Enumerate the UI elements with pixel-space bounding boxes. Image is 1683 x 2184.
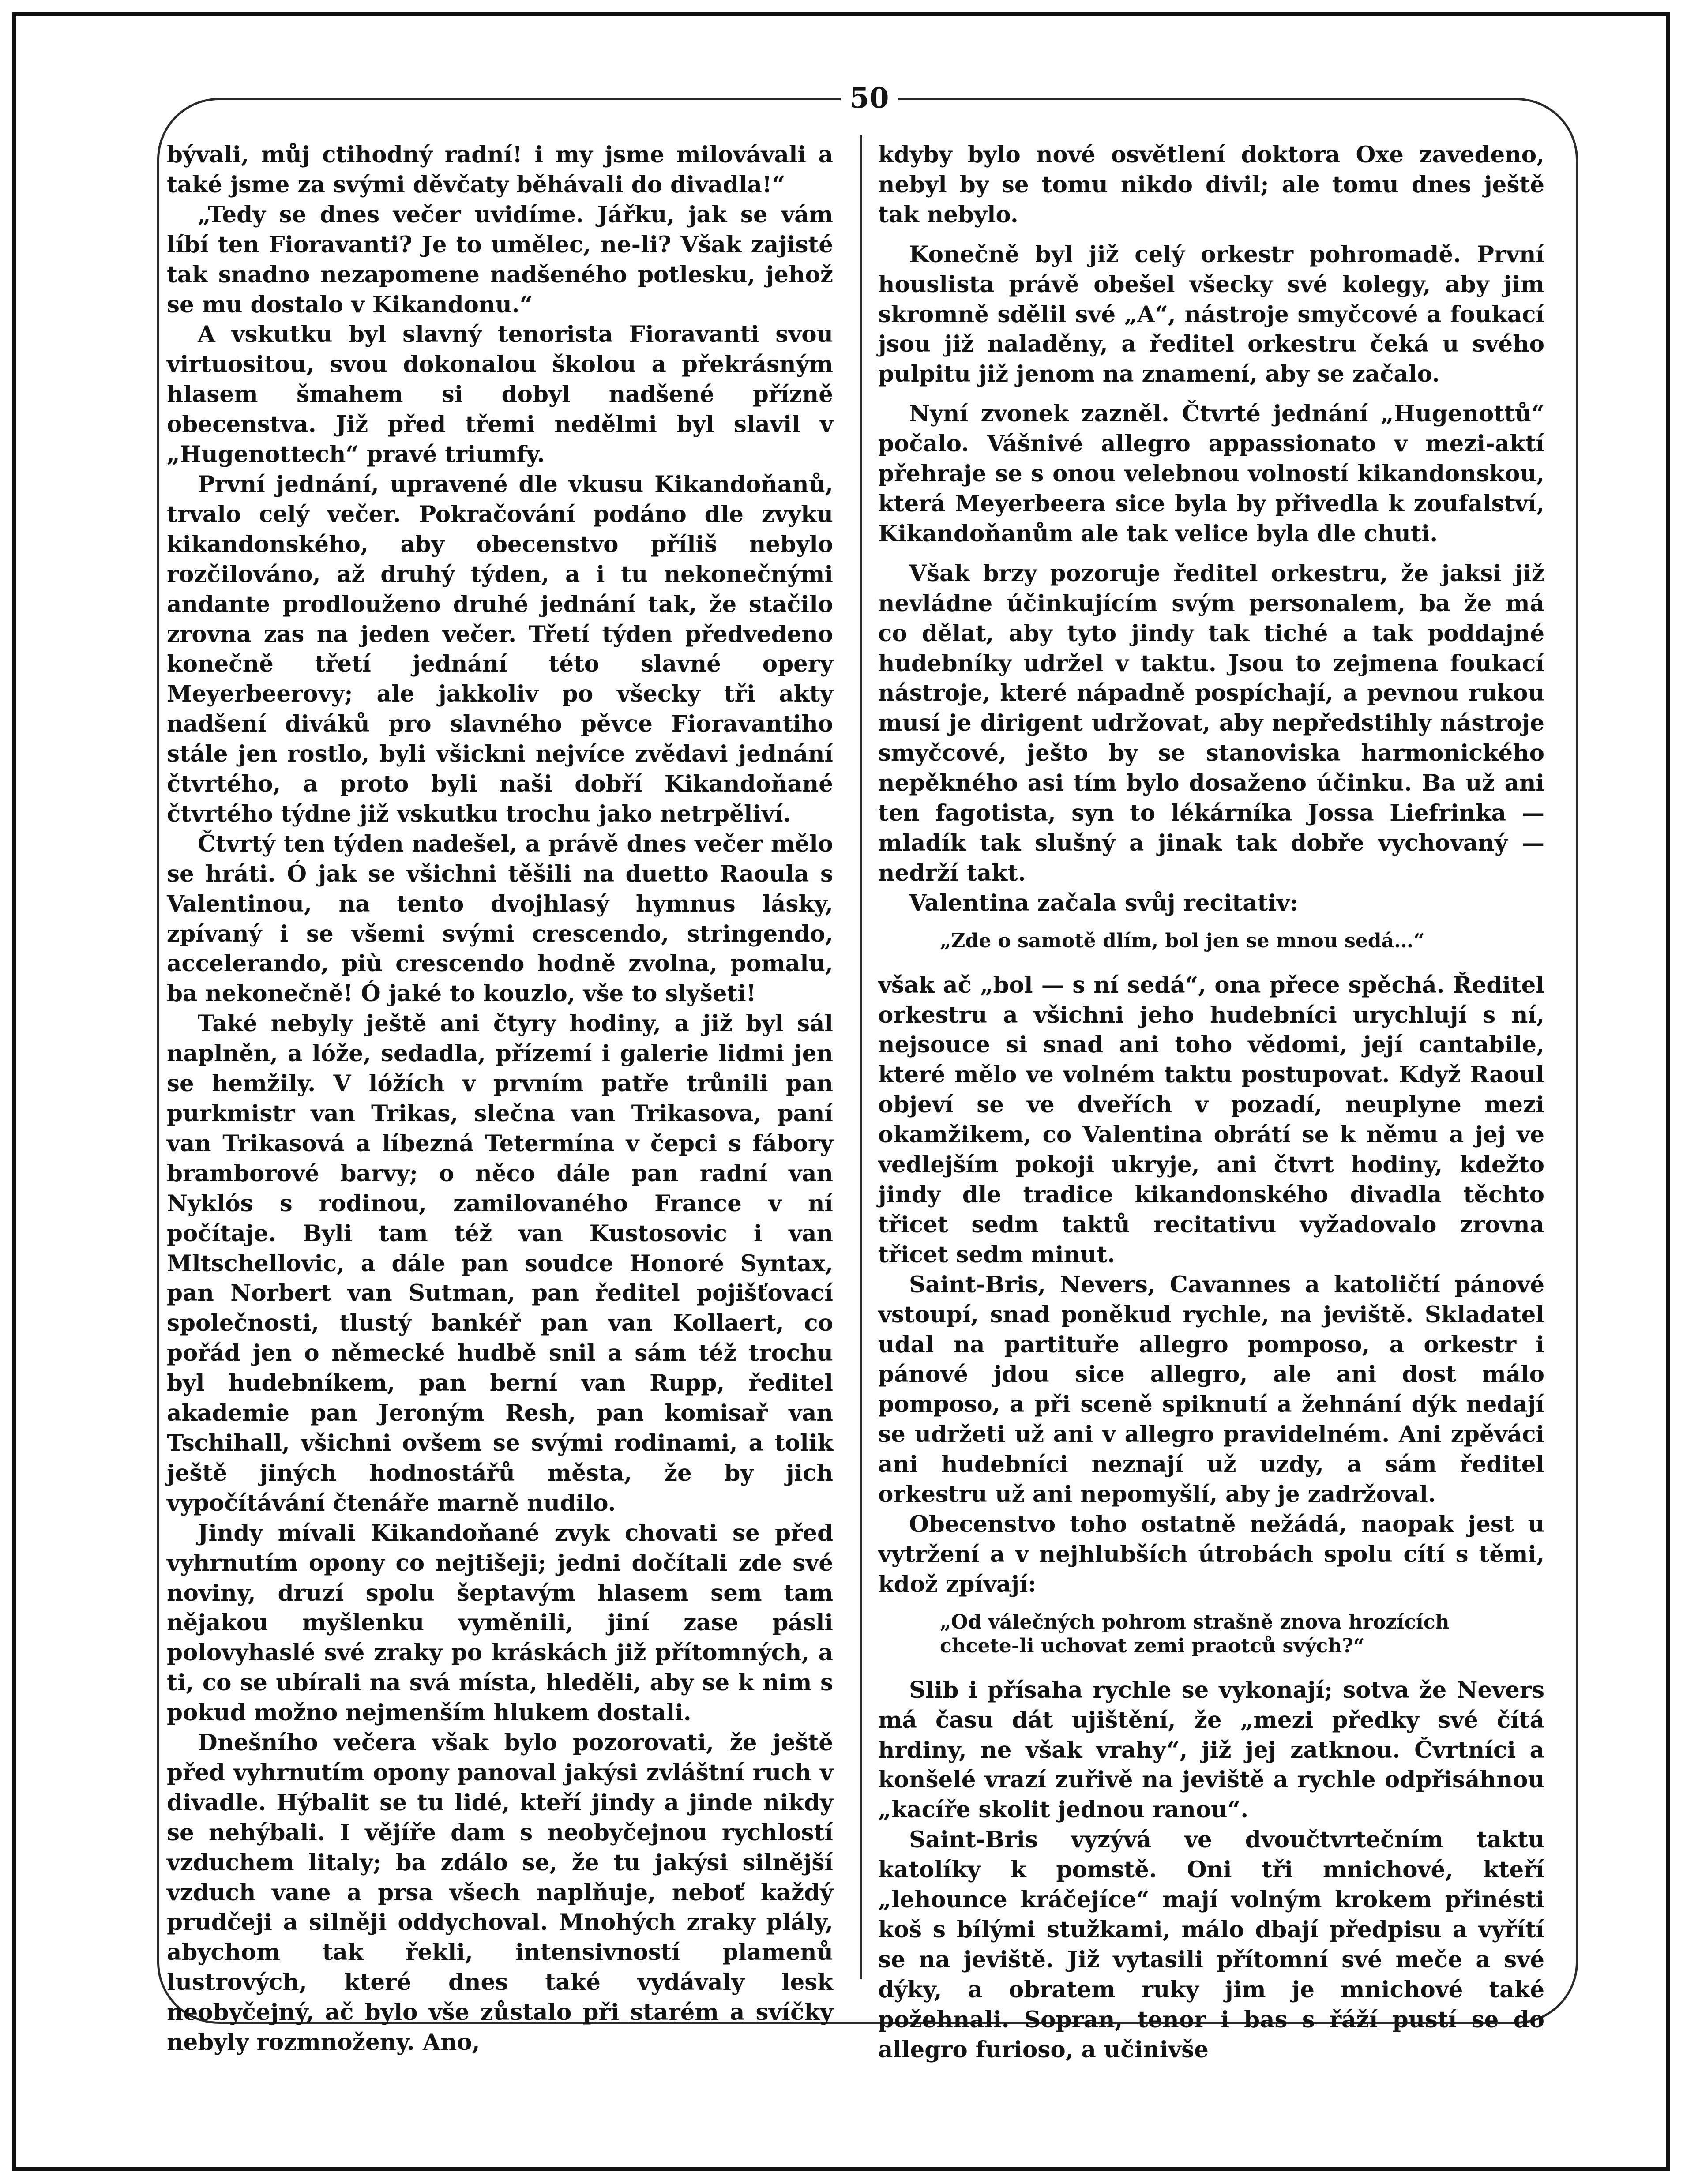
page-number: 50 bbox=[841, 74, 898, 123]
paragraph: Konečně byl již celý orkestr pohromadě. První houslista právě obešel všecky své kolegy, aby jim skromně sdělil své „A“, nástroje smyčcové a foukací jsou již naladěny, a ředitel orkestru čeká u svého pulpitu již jenom na znamení, aby se začalo. bbox=[878, 241, 1544, 388]
paragraph: Saint-Bris vyzývá ve dvoučtvrtečním taktu katolíky k pomstě. Oni tři mnichové, kteří „lehounce kráčejíce“ mají volným krokem přinésti koš s bílými stužkami, málo dbají předpisu a vyřítí se na jeviště. Již vytasili přítomní své meče a své dýky, a obratem ruky jim je mnichové také požehnali. Sopran, tenor i bas s řáží pustí se do allegro furioso, a učinivše bbox=[878, 1827, 1544, 2063]
verse-quote bbox=[878, 929, 1544, 953]
paragraph: Jindy mívali Kikandoňané zvyk chovati se před vyhrnutím opony co nejtišeji; jedni dočítali zde své noviny, druzí spolu šeptavým hlasem sem tam nějakou myšlenku vyměnili, jiní zase pásli polovyhaslé své zraky po kráskách již přítomných, a ti, co se ubírali na svá místa, hleděli, aby se k nim s pokud možno nejmenším hlukem dostali. bbox=[167, 1520, 833, 1726]
paragraph: však ač „bol — s ní sedá“, ona přece spěchá. Ředitel orkestru a všichni jeho hudebníci urychlují s ní, nejsouce si snad ani toho vědomi, její cantabile, které mělo ve volném taktu postupovat. Když Raoul objeví se ve dveřích v pozadí, neuplyne mezi okamžikem, co Valentina obrátí se k němu a jej ve vedlejším pokoji ukryje, ani čtvrt hodiny, kdežto jindy dle tradice kikandonského divadla těchto třicet sedm taktů recitativu vyžadovalo zrovna třicet sedm minut. bbox=[878, 972, 1544, 1268]
verse-line: chcete-li uchovat zemi praotců svých?“ bbox=[940, 1634, 1365, 1657]
paragraph: Čtvrtý ten týden nadešel, a právě dnes večer mělo se hráti. Ó jak se všichni těšili na duetto Raoula s Valentinou, na tento dvojhlasý hymnus lásky, zpívaný i se všemi svými crescendo, stringendo, accelerando, più crescendo hodně zvolna, pomalu, ba nekonečně! Ó jaké to kouzlo, vše to slyšeti! bbox=[167, 830, 833, 1007]
paragraph: Také nebyly ještě ani čtyry hodiny, a již byl sál naplněn, a lóže, sedadla, přízemí i galerie lidmi jen se hemžily. V lóžích v prvním patře trůnili pan purkmistr van Trikas, slečna van Trikasova, paní van Trikasová a líbezná Tetermína v čepci s fábory bramborové barvy; o něco dále pan radní van Nyklós s rodinou, zamilovaného France v ní počítaje. Byli tam též van Kustosovic i van Mltschellovic, a dále pan soudce Honoré Syntax, pan Norbert van Sutman, pan ředitel pojišťovací společnosti, tlustý bankéř pan van Kollaert, co pořád jen o německé hudbě snil a sám též trochu byl hudebníkem, pan berní van Rupp, ředitel akademie pan Jeroným Resh, pan komisař van Tschihall, všichni ovšem se svými rodinami, a tolik ještě jiných hodnostářů města, že by jich vypočítávání čtenáře marně nudilo. bbox=[167, 1010, 833, 1516]
verse-quote bbox=[878, 1610, 1544, 1658]
paragraph: Obecenstvo toho ostatně nežádá, naopak jest u vytržení a v nejhlubších útrobách spolu cítí s těmi, kdož zpívají: bbox=[878, 1511, 1544, 1598]
paragraph: Nyní zvonek zazněl. Čtvrté jednání „Hugenottů“ počalo. Vášnivé allegro appassionato v mezi-aktí přehraje se s onou velebnou volností kikandonskou, která Meyerbeera sice byla by přivedla k zoufalství, Kikandoňanům ale tak velice byla dle chuti. bbox=[878, 401, 1544, 547]
verse-line: „Zde o samotě dlím, bol jen se mnou sedá…“ bbox=[940, 929, 1425, 952]
paragraph: kdyby bylo nové osvětlení doktora Oxe zavedeno, nebyl by se tomu nikdo divil; ale tomu dnes ještě tak nebylo. bbox=[878, 142, 1544, 228]
paragraph: Dnešního večera však bylo pozorovati, že ještě před vyhrnutím opony panoval jakýsi zvláštní ruch v divadle. Hýbalit se tu lidé, kteří jindy a jinde nikdy se nehýbali. I vějíře dam s neobyčejnou rychlostí vzduchem litaly; ba zdálo se, že tu jakýsi silnější vzduch vane a prsa všech naplňuje, neboť každý prudčeji a silněji oddychoval. Mnohých zraky plály, abychom tak řekli, intensivností plamenů lustrových, které dnes také vydávaly lesk neobyčejný, ač bylo vše zůstalo při starém a svíčky nebyly rozmnoženy. Ano, bbox=[167, 1730, 833, 2056]
left-column bbox=[167, 140, 833, 2056]
paragraph: Slib i přísaha rychle se vykonají; sotva že Nevers má času dát ujištění, že „mezi předky své čítá hrdiny, ne však vrahy“, již jej zatknou. Čvrtníci a konšelé vrazí zuřivě na jeviště a rychle odpřisáhnou „kacíře skolit jednou ranou“. bbox=[878, 1677, 1544, 1824]
column-divider bbox=[860, 135, 862, 1979]
paragraph: bývali, můj ctihodný radní! i my jsme milovávali a také jsme za svými děvčaty běhávali do divadla!“ bbox=[167, 142, 833, 198]
paragraph: Saint-Bris, Nevers, Cavannes a katoličtí pánové vstoupí, snad poněkud rychle, na jeviště. Skladatel udal na partituře allegro pomposo, a orkestr i pánové jdou sice allegro, ale ani dost málo pomposo, a při sceně spiknutí a žehnání dýk nedají se udržeti už ani v allegro pravidelném. Ani zpěváci ani hudebníci neznají už uzdy, a sám ředitel orkestru už ani nepomyšlí, aby je zadržoval. bbox=[878, 1271, 1544, 1508]
paragraph: A vskutku byl slavný tenorista Fioravanti svou virtuositou, svou dokonalou školou a překrásným hlasem šmahem si dobyl nadšené přízně obecenstva. Již před třemi nedělmi byl slavil v „Hugenottech“ pravé triumfy. bbox=[167, 321, 833, 468]
paragraph: „Tedy se dnes večer uvidíme. Jářku, jak se vám líbí ten Fioravanti? Je to umělec, ne-li? Však zajisté tak snadno nezapomene nadšeného potlesku, jehož se mu dostalo v Kikandonu.“ bbox=[167, 201, 833, 318]
verse-line: „Od válečných pohrom strašně znova hrozících bbox=[940, 1610, 1450, 1633]
paragraph: Valentina začala svůj recitativ: bbox=[909, 889, 1298, 916]
paragraph: První jednání, upravené dle vkusu Kikandoňanů, trvalo celý večer. Pokračování podáno dle zvyku kikandonského, aby obecenstvo příliš nebylo rozčilováno, až druhý týden, a i tu nekonečnými andante prodlouženo druhé jednání tak, že stačilo zrovna zas na jeden večer. Třetí týden předvedeno konečně třetí jednání této slavné opery Meyerbeerovy; ale jakkoliv po všecky tři akty nadšení diváků pro slavného pěvce Fioravantiho stále jen rostlo, byli všickni nejvíce zvědavi jednání čtvrtého, a proto byli naši dobří Kikandoňané čtvrtého týdne již vskutku trochu jako netrpěliví. bbox=[167, 471, 833, 827]
paragraph: Však brzy pozoruje ředitel orkestru, že jaksi již nevládne účinkujícím svým personalem, ba že má co dělat, aby tyto jindy tak tiché a tak poddajné hudebníky udržel v taktu. Jsou to zejmena foukací nástroje, které nápadně pospíchají, a pevnou rukou musí je dirigent udržovat, aby nepředstihly nástroje smyčcové, ješto by se stanoviska harmonického nepěkného asi tím bylo dosaženo účinku. Ba už ani ten fagotista, syn to lékárníka Jossa Liefrinka — mladík tak slušný a jinak tak dobře vychovaný — nedrží takt. bbox=[878, 560, 1544, 886]
right-column bbox=[878, 140, 1544, 2063]
